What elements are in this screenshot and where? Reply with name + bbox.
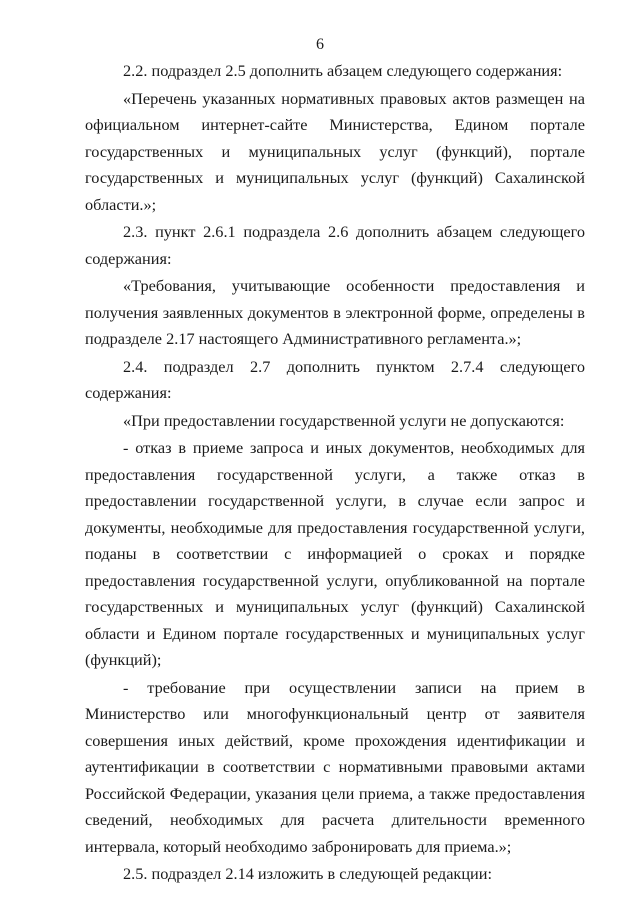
paragraph-2-4-item-1: - отказ в приеме запроса и иных документов, необходимых для предоставления государственной услуги, а также отказ в предоставлении государственной услуги, в случае если запрос и документы, необходимые для предоставления государственной услуги, поданы в соответствии с информацией о сроках и порядке предоставления государственной услуги, опубликованной на портале государственных и муниципальных услуг (функций) Сахалинской области и Едином портале государственных и муниципальных услуг (функций); (85, 438, 585, 669)
paragraph-2-3-text: «Требования, учитывающие особенности предоставления и получения заявленных документов в электронной форме, определены в подразделе 2.17 настоящего Административного регламента.»; (85, 276, 585, 348)
paragraph-2-3: 2.3. пункт 2.6.1 подраздела 2.6 дополнить абзацем следующего содержания: (85, 222, 585, 268)
paragraph-2-2-text: «Перечень указанных нормативных правовых актов размещен на официальном интернет-сайте Министерства, Едином портале государственных и муниципальных услуг (функций), портале государственных и муниципальных услуг (функций) Сахалинской области.»; (85, 88, 585, 214)
page-number: 6 (316, 36, 324, 53)
paragraph-2-4: 2.4. подраздел 2.7 дополнить пунктом 2.7.4 следующего содержания: (85, 356, 585, 402)
document-body (85, 58, 585, 888)
paragraph-2-2: 2.2. подраздел 2.5 дополнить абзацем следующего содержания: (123, 61, 563, 80)
paragraph-2-4-item-2: - требование при осуществлении записи на прием в Министерство или многофункциональный центр от заявителя совершения иных действий, кроме прохождения идентификации и аутентификации в соответствии с нормативными правовыми актами Российской Федерации, указания цели приема, а также предоставления сведений, необходимых для расчета длительности временного интервала, который необходимо забронировать для приема.»; (85, 677, 585, 856)
paragraph-2-5: 2.5. подраздел 2.14 изложить в следующей редакции: (123, 864, 492, 883)
paragraph-2-4-intro: «При предоставлении государственной услуги не допускаются: (123, 410, 565, 430)
